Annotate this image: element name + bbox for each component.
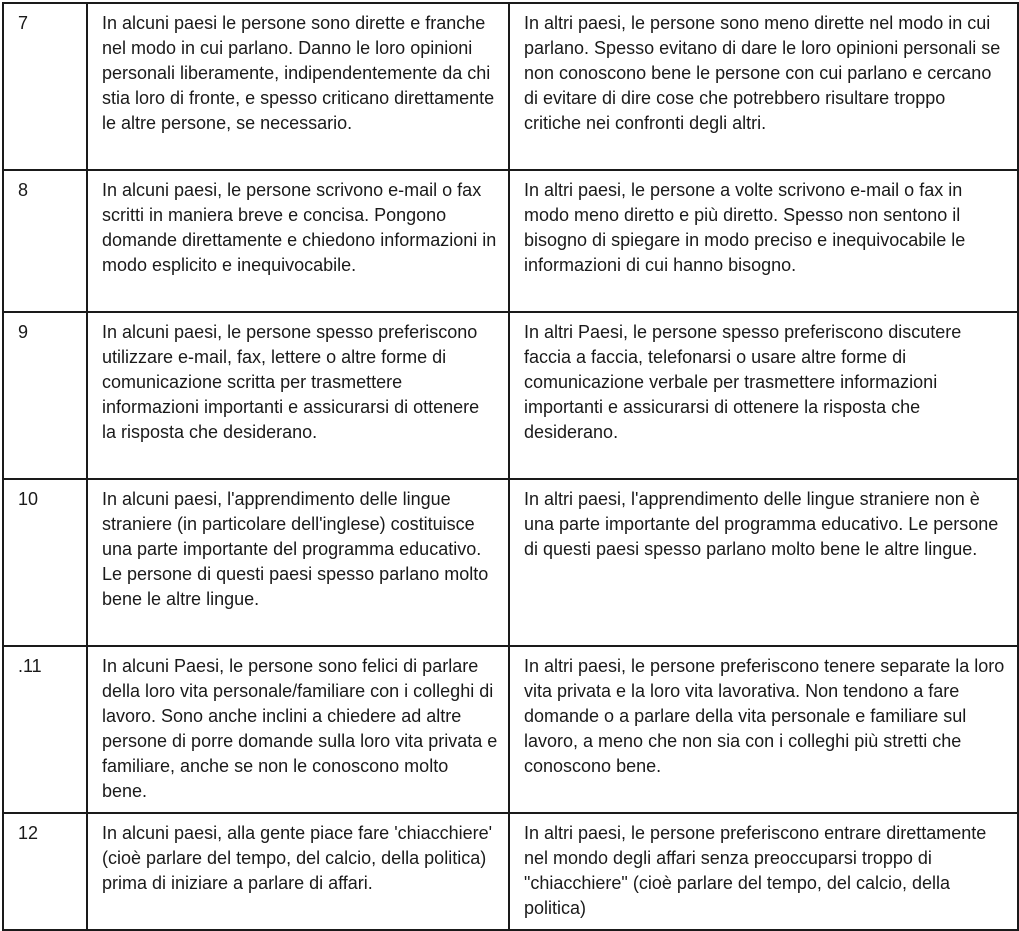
left-statement: In alcuni paesi, le persone scrivono e-mail o fax scritti in maniera breve e concisa. Pongono domande direttamente e chiedono informazioni in modo esplicito e inequivocabile. <box>87 170 509 312</box>
row-number: 9 <box>3 312 87 479</box>
right-statement: In altri paesi, l'apprendimento delle lingue straniere non è una parte importante del programma educativo. Le persone di questi paesi spesso parlano molto bene le altre lingue. <box>509 479 1018 646</box>
comparison-table <box>2 2 1019 931</box>
right-statement: In altri paesi, le persone a volte scrivono e-mail o fax in modo meno diretto e più diretto. Spesso non sentono il bisogno di spiegare in modo preciso e inequivocabile le informazioni di cui hanno bisogno. <box>509 170 1018 312</box>
left-statement: In alcuni paesi, alla gente piace fare 'chiacchiere' (cioè parlare del tempo, del calcio, della politica) prima di iniziare a parlare di affari. <box>87 813 509 930</box>
row-number: 7 <box>3 3 87 170</box>
right-statement: In altri paesi, le persone preferiscono tenere separate la loro vita privata e la loro vita lavorativa. Non tendono a fare domande o a parlare della vita personale e familiare sul lavoro, a meno che non sia con i colleghi più stretti che conoscono bene. <box>509 646 1018 813</box>
row-number: .11 <box>3 646 87 813</box>
right-statement: In altri paesi, le persone sono meno dirette nel modo in cui parlano. Spesso evitano di dare le loro opinioni personali se non conoscono bene le persone con cui parlano e cercano di evitare di dire cose che potrebbero risultare troppo critiche nei confronti degli altri. <box>509 3 1018 170</box>
table-row <box>3 3 1018 170</box>
left-statement: In alcuni paesi, le persone spesso preferiscono utilizzare e-mail, fax, lettere o altre forme di comunicazione scritta per trasmettere informazioni importanti e assicurarsi di ottenere la risposta che desiderano. <box>87 312 509 479</box>
row-number: 10 <box>3 479 87 646</box>
table-row <box>3 479 1018 646</box>
table-row <box>3 646 1018 813</box>
right-statement: In altri paesi, le persone preferiscono entrare direttamente nel mondo degli affari senza preoccuparsi troppo di "chiacchiere" (cioè parlare del tempo, del calcio, della politica) <box>509 813 1018 930</box>
left-statement: In alcuni Paesi, le persone sono felici di parlare della loro vita personale/familiare con i colleghi di lavoro. Sono anche inclini a chiedere ad altre persone di porre domande sulla loro vita privata e familiare, anche se non le conoscono molto bene. <box>87 646 509 813</box>
right-statement: In altri Paesi, le persone spesso preferiscono discutere faccia a faccia, telefonarsi o usare altre forme di comunicazione verbale per trasmettere informazioni importanti e assicurarsi di ottenere la risposta che desiderano. <box>509 312 1018 479</box>
table-row <box>3 312 1018 479</box>
left-statement: In alcuni paesi, l'apprendimento delle lingue straniere (in particolare dell'inglese) costituisce una parte importante del programma educativo. Le persone di questi paesi spesso parlano molto bene le altre lingue. <box>87 479 509 646</box>
left-statement: In alcuni paesi le persone sono dirette e franche nel modo in cui parlano. Danno le loro opinioni personali liberamente, indipendentemente da chi stia loro di fronte, e spesso criticano direttamente le altre persone, se necessario. <box>87 3 509 170</box>
row-number: 8 <box>3 170 87 312</box>
row-number: 12 <box>3 813 87 930</box>
table-row <box>3 170 1018 312</box>
table-row <box>3 813 1018 930</box>
